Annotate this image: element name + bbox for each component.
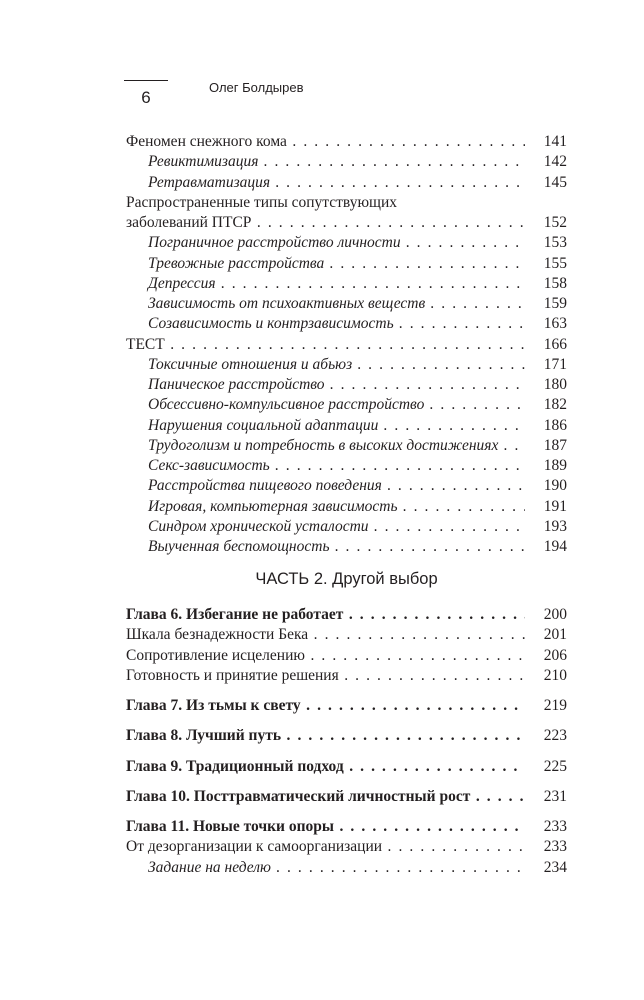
toc-entry-page: 152: [543, 214, 567, 231]
toc-subentry: [126, 314, 567, 334]
toc-entry-title: Задание на неделю . . .: [126, 858, 525, 878]
toc-section-part2: [126, 605, 567, 878]
toc-entry-title: Сопротивление исцелению . . .: [126, 646, 525, 666]
toc-entry-title: Глава 9. Традиционный подход . . .: [126, 757, 525, 777]
toc-subentry: [126, 436, 567, 456]
toc-entry-title: Расстройства пищевого поведения . . .: [126, 476, 525, 496]
toc-entry-page: 223: [543, 727, 567, 745]
toc-entry-title: Игровая, компьютерная зависимость . . .: [126, 497, 525, 517]
toc-entry-page: 194: [543, 538, 567, 555]
toc-entry-title: Пограничное расстройство личности . . .: [126, 233, 525, 253]
toc-entry-page: 233: [543, 838, 567, 856]
toc-subentry: [126, 254, 567, 274]
spacer: [126, 747, 567, 757]
toc-subentry: [126, 537, 567, 557]
toc-entry-page: 231: [543, 787, 567, 805]
spacer: [126, 807, 567, 817]
running-head: Олег Болдырев: [209, 80, 304, 95]
toc-entry-title: заболеваний ПТСР . . .: [126, 213, 525, 233]
toc-entry-title: Глава 8. Лучший путь . . .: [126, 726, 525, 746]
toc-entry-title: Глава 6. Избегание не работает . . .: [126, 605, 525, 625]
page-number: 6: [141, 88, 151, 107]
toc-subentry: [126, 858, 567, 878]
toc-entry-page: 234: [543, 858, 567, 876]
toc-entry-page: 233: [543, 818, 567, 835]
toc-subentry: [126, 294, 567, 314]
toc-entry-title: Глава 7. Из тьмы к свету . . .: [126, 696, 525, 716]
toc-entry-page: 155: [543, 254, 567, 272]
toc-entry-page: 187: [543, 436, 567, 454]
toc-entry-title: Нарушения социальной адаптации . . .: [126, 416, 525, 436]
toc-entry: [126, 666, 567, 686]
toc-entry: [126, 335, 567, 355]
toc-entry-title: Феномен снежного кома . . .: [126, 132, 525, 152]
toc-entry-title: Тревожные расстройства . . .: [126, 254, 525, 274]
toc-entry: [126, 193, 567, 234]
toc-entry-page: 206: [543, 646, 567, 664]
toc-entry-title: Обсессивно-компульсивное расстройство . . .: [126, 395, 525, 415]
toc-entry-title-line1: Распространенные типы сопутствующих: [126, 193, 398, 211]
toc-entry-page: 158: [543, 274, 567, 292]
toc-entry-page: 166: [543, 335, 567, 353]
toc-entry-title: Депрессия . . .: [126, 274, 525, 294]
toc-entry-title: Паническое расстройство . . .: [126, 375, 525, 395]
toc-entry-title: Токсичные отношения и абьюз . . .: [126, 355, 525, 375]
toc-entry-page: 193: [543, 517, 567, 535]
toc-entry-page: 201: [543, 626, 567, 644]
toc-entry-title: Шкала безнадежности Бека . . .: [126, 625, 525, 645]
toc-subentry: [126, 517, 567, 537]
toc-entry: [126, 646, 567, 666]
toc-entry-page: 186: [543, 416, 567, 434]
toc-entry-page: 210: [543, 666, 567, 684]
toc-entry-page: 159: [543, 295, 567, 312]
toc-entry-title: Синдром хронической усталости . . .: [126, 517, 525, 537]
toc-section-part1: [126, 132, 567, 557]
header-rule: [124, 80, 168, 81]
toc-entry-title: Созависимость и контрзависимость . . .: [126, 314, 525, 334]
toc-subentry: [126, 456, 567, 476]
toc-entry-page: 163: [543, 315, 567, 333]
toc-entry-title: Секс-зависимость . . .: [126, 456, 525, 476]
toc-subentry: [126, 233, 567, 253]
toc-entry-title: Выученная беспомощность . . .: [126, 537, 525, 557]
toc-entry-title: От дезорганизации к самоорганизации . . .: [126, 837, 525, 857]
toc-chapter: [126, 726, 567, 746]
toc-entry-page: 200: [543, 606, 567, 623]
toc-entry-page: 171: [543, 355, 567, 373]
toc-entry: [126, 837, 567, 857]
toc-entry-title: Глава 10. Посттравматический личностный рост . . .: [126, 787, 525, 807]
toc-entry-title: ТЕСТ . . .: [126, 335, 525, 355]
toc-entry-title: Готовность и принятие решения . . .: [126, 666, 525, 686]
toc-subentry: [126, 173, 567, 193]
toc-chapter: [126, 817, 567, 837]
toc-subentry: [126, 274, 567, 294]
toc-subentry: [126, 355, 567, 375]
toc-entry-page: 180: [543, 376, 567, 393]
toc-entry: [126, 132, 567, 152]
toc-entry-title: Глава 11. Новые точки опоры . . .: [126, 817, 525, 837]
spacer: [126, 716, 567, 726]
toc-entry-title: Ревиктимизация . . .: [126, 152, 525, 172]
toc-entry-page: 190: [543, 477, 567, 495]
toc-entry-page: 142: [543, 153, 567, 171]
toc-subentry: [126, 416, 567, 436]
toc-entry-page: 219: [543, 697, 567, 714]
toc-chapter: [126, 757, 567, 777]
toc-subentry: [126, 476, 567, 496]
toc-chapter: [126, 787, 567, 807]
toc-entry-page: 189: [543, 457, 567, 474]
toc-entry-page: 153: [543, 234, 567, 252]
toc-entry-page: 182: [543, 396, 567, 414]
toc-subentry: [126, 152, 567, 172]
toc-entry-page: 191: [543, 497, 567, 515]
toc-entry-title: Зависимость от психоактивных веществ . . .: [126, 294, 525, 314]
spacer: [126, 777, 567, 787]
toc-subentry: [126, 375, 567, 395]
toc-subentry: [126, 395, 567, 415]
toc-chapter: [126, 605, 567, 625]
toc-entry-title: Ретравматизация . . .: [126, 173, 525, 193]
toc-subentry: [126, 497, 567, 517]
part-title: ЧАСТЬ 2. Другой выбор: [255, 570, 438, 588]
toc-entry: [126, 625, 567, 645]
toc-chapter: [126, 696, 567, 716]
toc-entry-page: 141: [543, 133, 567, 150]
toc-entry-title: Трудоголизм и потребность в высоких достижениях . . .: [126, 436, 525, 456]
spacer: [126, 686, 567, 696]
toc-entry-page: 145: [543, 173, 567, 191]
toc-entry-page: 225: [543, 757, 567, 775]
